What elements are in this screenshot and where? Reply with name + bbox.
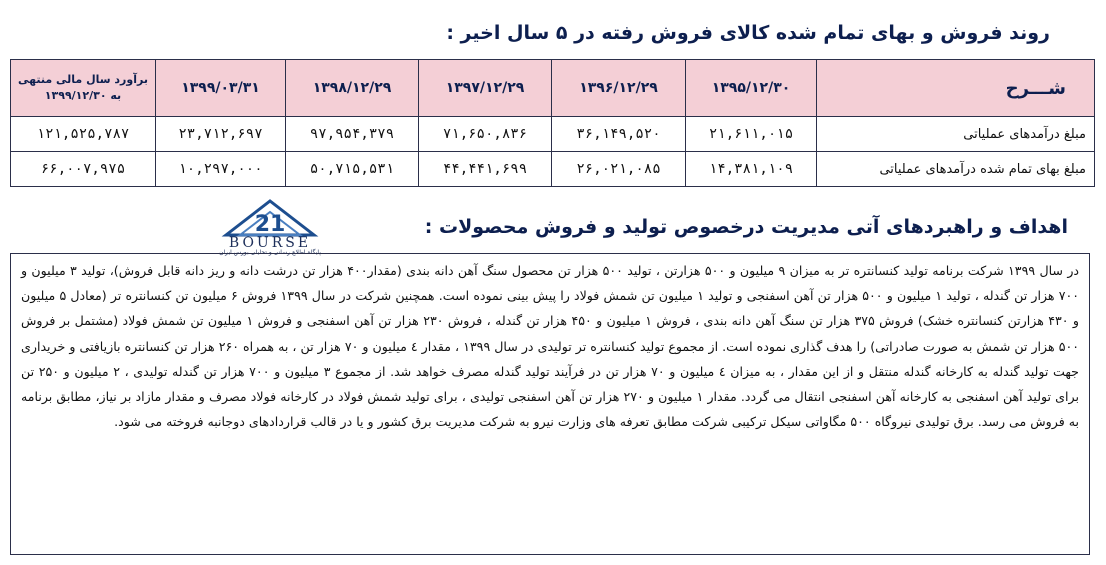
row-label-cost: مبلغ بهای تمام شده درآمدهای عملیاتی	[817, 152, 1095, 187]
section-title-sales-trend: روند فروش و بهای تمام شده کالای فروش رفته در ۵ سال اخیر :	[446, 22, 1050, 44]
logo-text: BOURSE	[228, 235, 312, 251]
row-label-revenue: مبلغ درآمدهای عملیاتی	[817, 117, 1095, 152]
header-1396: ۱۳۹۶/۱۲/۲۹	[552, 60, 686, 117]
table-cell: ۲۱,۶۱۱,۰۱۵	[686, 117, 817, 152]
table-header-row	[11, 60, 1095, 117]
header-1398: ۱۳۹۸/۱۲/۲۹	[286, 60, 419, 117]
header-1397: ۱۳۹۷/۱۲/۲۹	[419, 60, 552, 117]
table-row	[11, 117, 1095, 152]
table-row	[11, 152, 1095, 187]
table-cell: ۳۶,۱۴۹,۵۲۰	[552, 117, 686, 152]
table-cell: ۲۳,۷۱۲,۶۹۷	[156, 117, 286, 152]
bourse-logo-mark-icon	[196, 197, 344, 237]
svg-text:21: 21	[254, 212, 286, 237]
header-description: شـــرح	[817, 60, 1095, 117]
sales-trend-table	[10, 59, 1095, 187]
header-1395: ۱۳۹۵/۱۲/۳۰	[686, 60, 817, 117]
goals-paragraph-box	[10, 253, 1090, 555]
table-cell: ۶۶,۰۰۷,۹۷۵	[11, 152, 156, 187]
section-title-goals: اهداف و راهبردهای آتی مدیریت درخصوص تولید و فروش محصولات :	[424, 216, 1068, 238]
table-cell: ۷۱,۶۵۰,۸۳۶	[419, 117, 552, 152]
bourse-logo	[196, 197, 344, 256]
table-cell: ۱۲۱,۵۲۵,۷۸۷	[11, 117, 156, 152]
header-1399-q1: ۱۳۹۹/۰۳/۳۱	[156, 60, 286, 117]
table-cell: ۹۷,۹۵۴,۳۷۹	[286, 117, 419, 152]
logo-subtext: پایگاه اطلاع رسانی و تحلیلی بورس ایران	[219, 249, 321, 256]
table-cell: ۴۴,۴۴۱,۶۹۹	[419, 152, 552, 187]
goals-paragraph: در سال ۱۳۹۹ شرکت برنامه تولید کنسانتره تر به میزان ۹ میلیون و ۵۰۰ هزارتن ، تولید ۵۰۰ هزار تن محصول سنگ آهن دانه بندی (مقدار۴۰۰ هزار تن درشت دانه و ریز دانه قابل فروش)، تولید ۳ میلیون و ۷۰۰ هزار تن گندله ، تولید ۱ میلیون و ۵۰۰ هزار تن آهن اسفنجی و تولید ۱ میلیون تن شمش فولاد را پیش بینی نموده است. همچنین شرکت در سال ۱۳۹۹ فروش ۶ میلیون تن کنسانتره تر (معادل ۵ میلیون و ۴۳۰ هزارتن کنسانتره خشک) فروش ۳۷۵ هزار تن سنگ آهن دانه بندی ، فروش ۱ میلیون و ۴۵۰ هزار تن گندله ، فروش ۲۳۰ هزار تن آهن اسفنجی و فروش ۱ میلیون تن شمش فولاد (مشتمل بر فروش ۵۰۰ هزار تن شمش به صورت صادراتی) را هدف گذاری نموده است. از مجموع تولید کنسانتره تر تولیدی در سال ۱۳۹۹ ، مقدار ٤ میلیون و ۷۰ هزار تن ، به همراه ۲۶۰ هزار تن کنسانتره بازیافتی و خریداری جهت تولید گندله به کارخانه گندله منتقل و از این مقدار ، به میزان ٤ میلیون و ۷۰ هزار تن در فرآیند تولید گندله مصرف خواهد شد. از مجموع ۳ میلیون و ۷۰۰ هزار تن گندله تولیدی ، ۲ میلیون و ۲۵۰ تن برای تولید آهن اسفنجی به کارخانه آهن اسفنجی انتقال می گردد. مقدار ۱ میلیون و ۲۷۰ هزار تن آهن اسفنجی تولیدی ، برای تولید شمش فولاد در کارخانه فولاد مصرف و مقدار مازاد بر نیاز، مطابق برنامه به فروش می رسد. برق تولیدی نیروگاه ۵۰۰ مگاواتی سیکل ترکیبی شرکت مطابق تعرفه های وزارت نیرو به شرکت مدیریت برق کشور و یا در قالب قراردادهای دوجانبه فروخته می شود.	[21, 263, 1080, 430]
header-estimate-1399: برآورد سال مالی منتهی به ۱۳۹۹/۱۲/۳۰	[11, 60, 156, 117]
table-cell: ۵۰,۷۱۵,۵۳۱	[286, 152, 419, 187]
table-cell: ۱۴,۳۸۱,۱۰۹	[686, 152, 817, 187]
table-cell: ۲۶,۰۲۱,۰۸۵	[552, 152, 686, 187]
table-cell: ۱۰,۲۹۷,۰۰۰	[156, 152, 286, 187]
